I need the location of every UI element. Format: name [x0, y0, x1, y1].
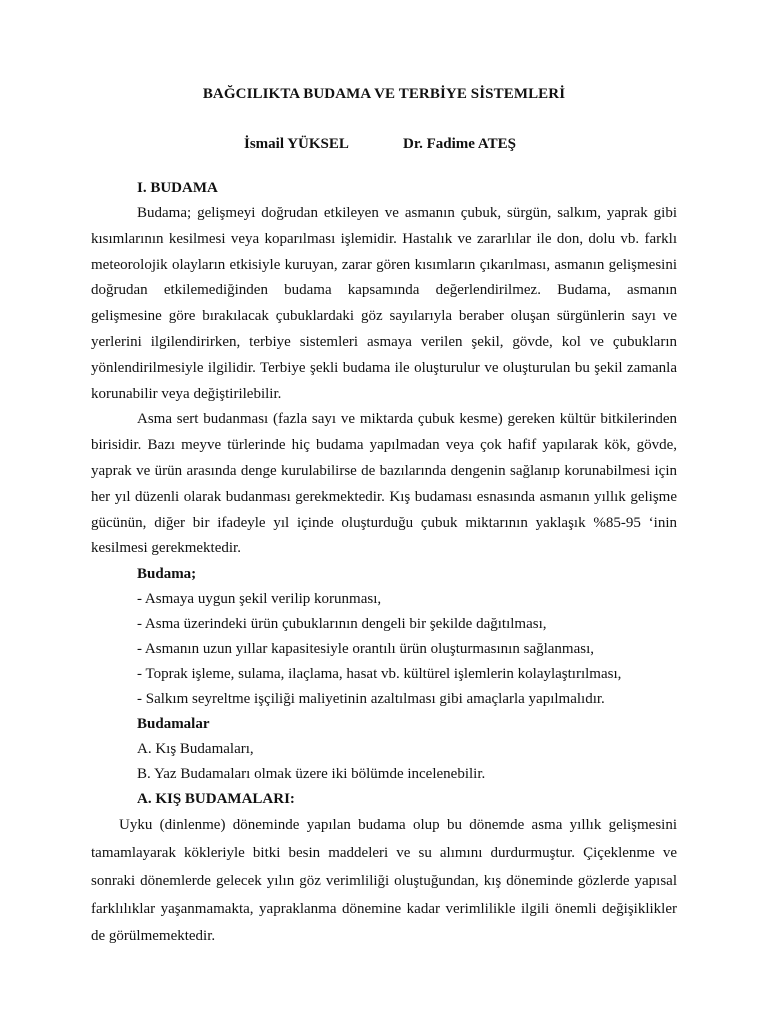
list-item: - Salkım seyreltme işçiliği maliyetinin azaltılması gibi amaçlarla yapılmalıdır. — [137, 691, 605, 708]
section-heading: I. BUDAMA — [137, 180, 218, 196]
list-item: - Asma üzerindeki ürün çubuklarının dengeli bir şekilde dağıtılması, — [137, 616, 547, 633]
list-item: - Toprak işleme, sulama, ilaçlama, hasat vb. kültürel işlemlerin kolaylaştırılması, — [137, 666, 622, 683]
body-paragraph: Uyku (dinlenme) döneminde yapılan budama olup bu dönemde asma yıllık gelişmesini tamamlayarak kökleriyle bitki besin maddeleri ve su alımını durdurmuştur. Çiçeklenme ve sonraki dönemlerde gelecek yılın göz verimliliği oluştuğundan, kış döneminde gözlerde yapısal farklılıklar yaşanmamakta, yapraklanma dönemine kadar verimlilikle ilgili önemli değişiklikler de görülmemektedir. — [91, 817, 677, 945]
body-paragraph: Asma sert budanması (fazla sayı ve miktarda çubuk kesme) gereken kültür bitkilerinden birisidir. Bazı meyve türlerinde hiç budama yapılmadan veya çok hafif yapılarak kök, gövde, yaprak ve ürün arasında denge kurulabilirse de bazılarında dengenin sağlanıp korunabilmesi için her yıl düzenli olarak budanması gerekmektedir. Kış budaması esnasında asmanın yıllık gelişme gücünün, diğer bir ifadeyle yıl içinde oluşturduğu çubuk miktarının yaklaşık %85-95 ‘inin kesilmesi gerekmektedir. — [91, 411, 677, 557]
list-item: A. Kış Budamaları, — [137, 741, 254, 758]
body-paragraph: Budama; gelişmeyi doğrudan etkileyen ve asmanın çubuk, sürgün, salkım, yaprak gibi kısımlarının kesilmesi veya koparılması işlemidir. Hastalık ve zararlılar ile don, dolu vb. farklı meteorolojik olayların etkisiyle kuruyan, zarar gören kısımların çıkarılması, asmanın gelişmesini doğrudan etkilemediğinden budama kapsamında değerlendirilmez. Budama, asmanın gelişmesine göre bırakılacak çubuklardaki göz sayılarıyla beraber oluşan sürgünlerin sayı ve yerlerini ilgilendirirken, terbiye sistemleri asmaya verilen şekil, gövde, kol ve çubukların yönlendirilmesiyle ilgilidir. Terbiye şekli budama ile oluşturulur ve oluşturulan bu şekil zamanla korunabilir veya değiştirilebilir. — [91, 205, 677, 402]
list-item: - Asmaya uygun şekil verilip korunması, — [137, 591, 382, 608]
types-heading: Budamalar — [137, 716, 210, 733]
list-item: B. Yaz Budamaları olmak üzere iki bölümde incelenebilir. — [137, 766, 486, 783]
document-body — [91, 176, 677, 951]
author-name: İsmail YÜKSEL — [244, 136, 349, 152]
document-title: BAĞCILIKTA BUDAMA VE TERBİYE SİSTEMLERİ — [202, 86, 566, 102]
section-heading: A. KIŞ BUDAMALARI: — [137, 791, 295, 808]
list-item: - Asmanın uzun yıllar kapasitesiyle orantılı ürün oluşturmasının sağlanması, — [137, 641, 595, 658]
author-name: Dr. Fadime ATEŞ — [403, 136, 516, 152]
purposes-heading: Budama; — [137, 566, 197, 583]
